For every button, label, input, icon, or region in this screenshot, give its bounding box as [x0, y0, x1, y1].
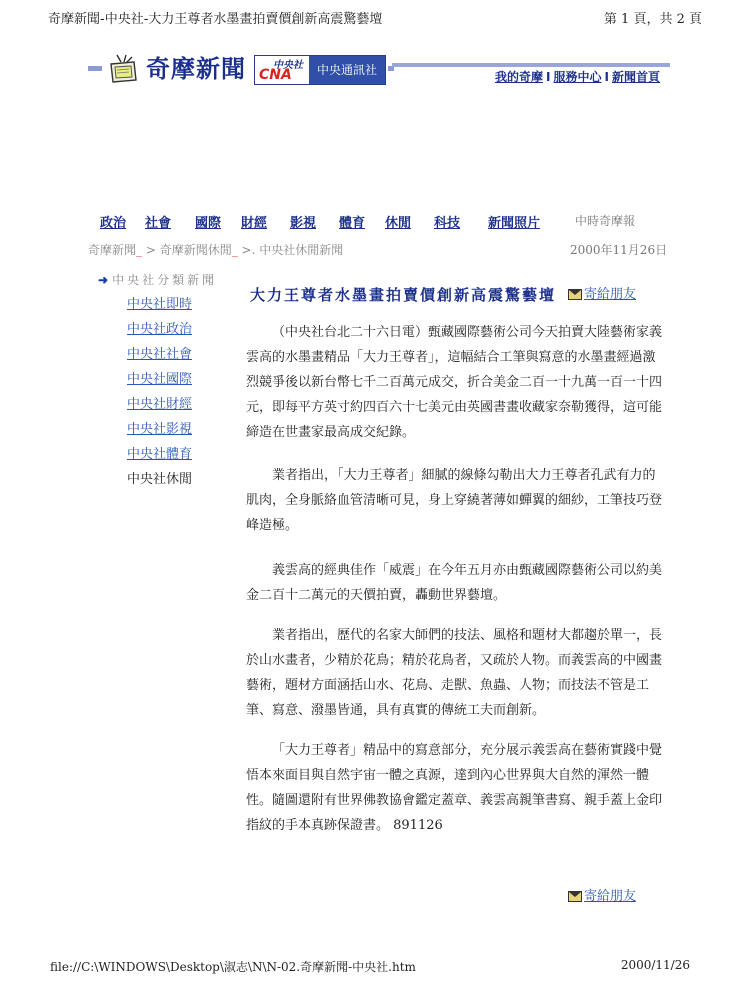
send-to-friend-link[interactable]: 寄給朋友: [584, 889, 637, 904]
sidebar-item-society[interactable]: 中央社社會: [127, 347, 193, 362]
cna-logo: [255, 56, 307, 84]
top-links: [495, 68, 660, 85]
send-to-friend-bottom: [568, 885, 636, 904]
nav-society[interactable]: 社會: [145, 216, 172, 231]
article-paragraph: 義雲高的經典佳作「威震」在今年五月亦由甄藏國際藝術公司以約美金二百十二萬元的天價拍賣，轟動世界藝壇。: [246, 563, 663, 603]
cna-logo-bottom: CNA: [259, 67, 292, 83]
breadcrumb-separator: >: [142, 243, 160, 257]
sidebar-item-leisure-current: 中央社休閒: [127, 472, 193, 487]
sidebar-item-international[interactable]: 中央社國際: [127, 372, 193, 387]
sidebar-item-entertainment[interactable]: 中央社影視: [127, 422, 193, 437]
sidebar-item-politics[interactable]: 中央社政治: [127, 322, 193, 337]
breadcrumb-kimo-leisure[interactable]: 奇摩新聞休閒: [159, 243, 232, 257]
sidebar-heading-label: 中央社分類新聞: [112, 273, 218, 287]
tv-news-icon[interactable]: [108, 54, 138, 84]
nav-finance[interactable]: 財經: [241, 216, 268, 231]
breadcrumb: 奇摩新聞_ > 奇摩新聞休閒_ >. 中央社休閒新聞: [88, 243, 344, 257]
sidebar-item-sports[interactable]: 中央社體育: [127, 447, 193, 462]
send-to-friend-link[interactable]: 寄給朋友: [584, 287, 637, 302]
envelope-icon[interactable]: [568, 891, 582, 902]
header-dash-left: [88, 66, 102, 71]
article-paragraph: 「大力王尊者」精品中的寫意部分，充分展示義雲高在藝術實踐中覺悟本來面目與自然宇宙一體之真源，達到內心世界與大自然的渾然一體性。隨圖還附有世界佛教協會鑑定蓋章、義雲高親筆書寫、親手蓋上金印指紋的手本真跡保證書。 891126: [246, 743, 663, 833]
article-paragraph: 業者指出，「大力王尊者」細膩的線條勾勒出大力王尊者孔武有力的肌肉，全身脈絡血管清晰可見，身上穿繞著薄如蟬翼的細紗，工筆技巧登峰造極。: [246, 468, 663, 533]
sidebar-heading: [98, 271, 217, 288]
breadcrumb-current: 中央社休閒新聞: [259, 243, 344, 257]
breadcrumb-kimo-news[interactable]: 奇摩新聞: [88, 243, 137, 257]
arrow-right-icon: ➜: [98, 273, 109, 287]
nav-international[interactable]: 國際: [195, 216, 222, 231]
news-source-label: 中時奇摩報: [575, 214, 636, 228]
article-date: 2000年11月26日: [570, 243, 668, 257]
send-to-friend-top: [568, 283, 636, 302]
print-page-title: 奇摩新聞-中央社-大力王尊者水墨畫拍賣價創新高震驚藝壇: [48, 12, 383, 27]
article-paragraph: （中央社台北二十六日電）甄藏國際藝術公司今天拍賣大陸藝術家義雲高的水墨畫精品「大力王尊者」，這幅結合工筆與寫意的水墨畫經過激烈競爭後以新台幣七千二百萬元成交，折合美金二百一十九萬一百一十四元，即每平方英寸約四百六十七美元由英國書畫收藏家奈勒獲得，這可能締造在世畫家最高成交紀錄。: [246, 325, 663, 440]
cna-logo-top: 中央社: [273, 60, 303, 71]
breadcrumb-separator: >.: [237, 243, 260, 257]
cna-name: 中央通訊社: [309, 56, 385, 84]
nav-entertainment[interactable]: 影視: [290, 216, 317, 231]
article-paragraph: 業者指出，歷代的名家大師們的技法、風格和題材大都趨於單一，長於山水畫者，少精於花鳥；精於花鳥者，又疏於人物。而義雲高的中國畫藝術，題材方面涵括山水、花鳥、走獸、魚蟲、人物；而技法不管是工筆、寫意、潑墨皆通，具有真實的傳統工夫而創新。: [246, 628, 663, 718]
cna-logo-box[interactable]: [254, 55, 386, 85]
separator: I: [546, 70, 551, 84]
nav-technology[interactable]: 科技: [434, 216, 461, 231]
print-footer-date: 2000/11/26: [620, 958, 690, 972]
nav-politics[interactable]: 政治: [100, 216, 127, 231]
nav-leisure[interactable]: 休閒: [385, 216, 412, 231]
envelope-icon[interactable]: [568, 289, 582, 300]
site-brand[interactable]: 奇摩新聞: [146, 55, 246, 83]
link-my-kimo[interactable]: 我的奇摩: [495, 70, 544, 84]
print-footer-url: file://C:\WINDOWS\Desktop\淑志\N\N-02.奇摩新聞-中央社.htm: [50, 960, 416, 974]
print-page-indicator: 第 1 頁，共 2 頁: [603, 12, 702, 27]
separator: I: [604, 70, 609, 84]
header-accent-bar: [392, 63, 670, 67]
sidebar-item-instant[interactable]: 中央社即時: [127, 297, 193, 312]
article-title: 大力王尊者水墨畫拍賣價創新高震驚藝壇: [250, 286, 557, 304]
nav-sports[interactable]: 體育: [339, 216, 366, 231]
sidebar-item-finance[interactable]: 中央社財經: [127, 397, 193, 412]
link-service-center[interactable]: 服務中心: [553, 70, 602, 84]
link-news-home[interactable]: 新聞首頁: [611, 70, 660, 84]
nav-news-photos[interactable]: 新聞照片: [488, 216, 541, 231]
